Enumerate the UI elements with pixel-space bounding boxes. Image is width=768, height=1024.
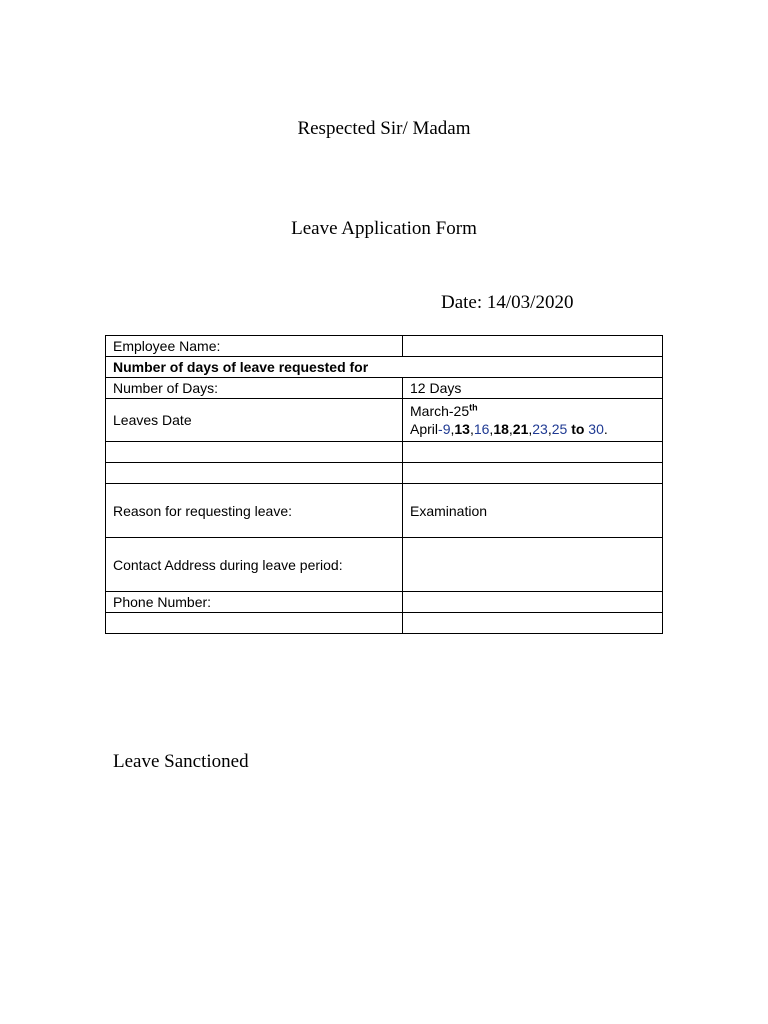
leaves-date-value <box>403 399 663 442</box>
employee-name-field[interactable] <box>403 336 663 357</box>
table-row <box>106 336 663 357</box>
april-day: 23 <box>532 421 548 437</box>
april-day: 25 <box>551 421 568 437</box>
march-dates <box>410 402 655 420</box>
empty-cell[interactable] <box>403 613 663 634</box>
empty-cell[interactable] <box>106 613 403 634</box>
table-row <box>106 592 663 613</box>
date-line: Date: 14/03/2020 <box>441 292 574 313</box>
empty-cell[interactable] <box>403 442 663 463</box>
number-of-days-value: 12 Days <box>403 378 663 399</box>
table-row <box>106 538 663 592</box>
reason-value: Examination <box>403 484 663 538</box>
empty-cell[interactable] <box>106 463 403 484</box>
april-day: 30 <box>588 421 604 437</box>
leave-sanctioned-heading: Leave Sanctioned <box>113 751 249 772</box>
table-row <box>106 463 663 484</box>
april-day: 9 <box>442 421 451 437</box>
phone-number-label: Phone Number: <box>106 592 403 613</box>
april-month: April <box>410 421 439 437</box>
form-title: Leave Application Form <box>291 218 477 239</box>
april-to: to <box>571 421 585 437</box>
april-day: 13 <box>454 421 470 437</box>
table-row <box>106 484 663 538</box>
april-day: 18 <box>493 421 509 437</box>
table-row <box>106 378 663 399</box>
april-day: 21 <box>512 421 529 437</box>
contact-address-field[interactable] <box>403 538 663 592</box>
salutation: Respected Sir/ Madam <box>297 118 471 139</box>
reason-label: Reason for requesting leave: <box>106 484 403 538</box>
section-heading: Number of days of leave requested for <box>106 357 663 378</box>
phone-number-field[interactable] <box>403 592 663 613</box>
leave-form-table <box>105 335 663 634</box>
table-row <box>106 399 663 442</box>
leaves-date-label: Leaves Date <box>106 399 403 442</box>
contact-address-label: Contact Address during leave period: <box>106 538 403 592</box>
table-row <box>106 442 663 463</box>
april-dates: April-9,13,16,18,21,23,25 to 30. <box>410 421 608 437</box>
april-end: . <box>603 421 608 437</box>
table-row <box>106 613 663 634</box>
empty-cell[interactable] <box>403 463 663 484</box>
march-text: March-25 <box>410 403 470 419</box>
april-day: 16 <box>473 421 490 437</box>
ordinal-suffix: th <box>469 402 478 413</box>
empty-cell[interactable] <box>106 442 403 463</box>
april-dash: - <box>438 421 443 437</box>
table-row <box>106 357 663 378</box>
employee-name-label: Employee Name: <box>106 336 403 357</box>
number-of-days-label: Number of Days: <box>106 378 403 399</box>
